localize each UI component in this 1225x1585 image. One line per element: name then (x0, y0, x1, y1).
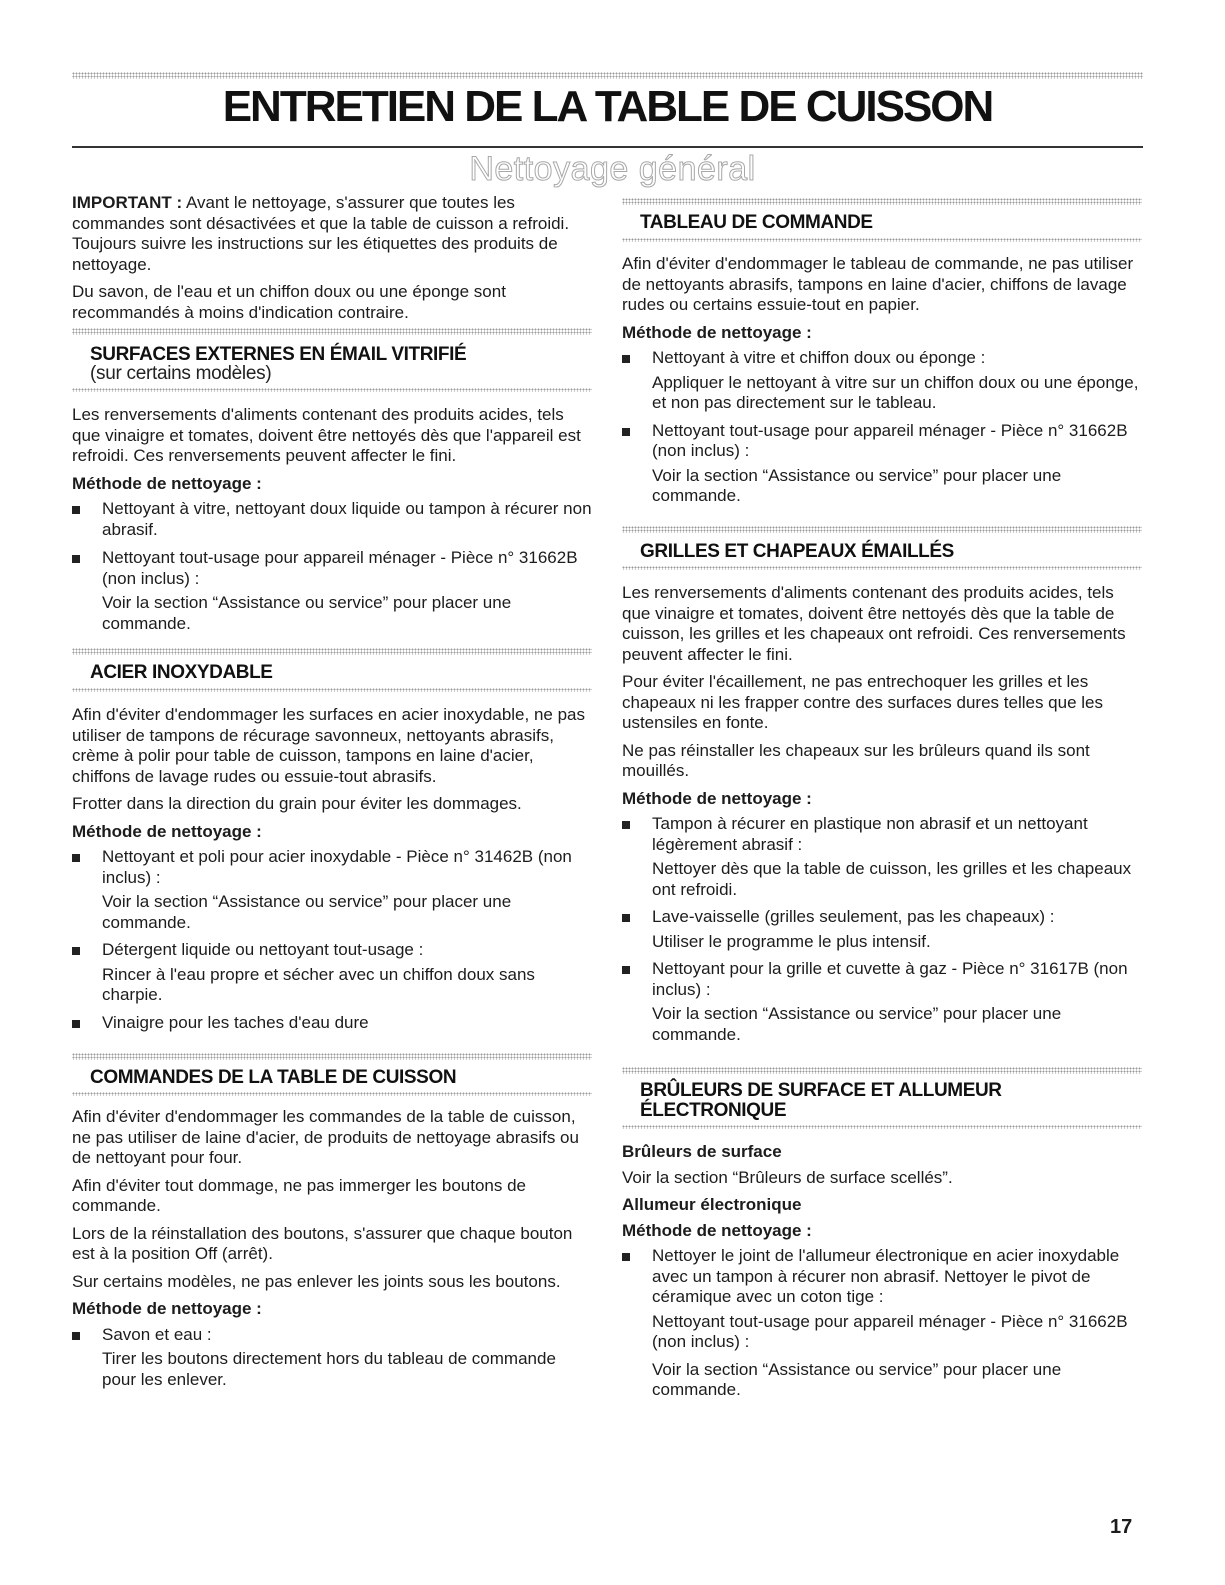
section-rule-bottom (72, 388, 592, 392)
list-item (72, 1325, 592, 1346)
method-heading: Méthode de nettoyage : (622, 1220, 812, 1240)
title-rule (72, 146, 1143, 148)
list-item-text: Nettoyant et poli pour acier inoxydable - Pièce n° 31462B (non inclus) : (102, 847, 572, 887)
bullet-icon (622, 821, 630, 829)
list-item (622, 814, 1142, 855)
list-item (622, 348, 1142, 369)
controls-text-2: Afin d'éviter tout dommage, ne pas immerger les boutons de commande. (72, 1175, 526, 1215)
controls-block (72, 1107, 592, 1397)
bullet-icon (622, 914, 630, 922)
grates-text-1: Les renversements d'aliments contenant des produits acides, tels que vinaigre et tomates, doivent être nettoyés dès que la table de cuisson, les grilles et les chapeaux ont refroidi. Ces renversements peuvent affecter le fini. (622, 583, 1126, 664)
panel-block (622, 254, 1142, 514)
heading-stainless: ACIER INOXYDABLE (90, 662, 273, 683)
panel-text: Afin d'éviter d'endommager le tableau de commande, ne pas utiliser de nettoyants abrasifs, tampons en laine d'acier, chiffons de lavage rudes ou certains essuie-tout en papier. (622, 254, 1134, 314)
list-item-text: Savon et eau : (102, 1324, 212, 1344)
list-item (72, 847, 592, 888)
grates-block (622, 583, 1142, 1052)
subheading-enamel: (sur certains modèles) (90, 363, 272, 384)
top-dotted-rule (72, 72, 1143, 79)
heading-panel: TABLEAU DE COMMANDE (640, 212, 873, 233)
burners-block (622, 1142, 1142, 1408)
bullet-icon (72, 555, 80, 563)
section-rule (72, 1053, 592, 1060)
list-item-text: Nettoyant à vitre, nettoyant doux liquide ou tampon à récurer non abrasif. (102, 499, 592, 539)
section-rule (622, 526, 1142, 533)
section-rule-bottom (72, 1092, 592, 1096)
method-heading: Méthode de nettoyage : (622, 322, 812, 342)
bullet-icon (72, 1332, 80, 1340)
section-rule (622, 198, 1142, 205)
list-item-note: Nettoyer dès que la table de cuisson, les grilles et les chapeaux ont refroidi. (652, 859, 1132, 899)
list-item (622, 907, 1142, 928)
heading-controls: COMMANDES DE LA TABLE DE CUISSON (90, 1067, 457, 1088)
page-title: ENTRETIEN DE LA TABLE DE CUISSON (222, 82, 993, 131)
list-item-text: Nettoyant pour la grille et cuvette à gaz - Pièce n° 31617B (non inclus) : (652, 959, 1128, 999)
list-item-text: Lave-vaisselle (grilles seulement, pas les chapeaux) : (652, 907, 1055, 926)
method-heading: Méthode de nettoyage : (72, 1299, 262, 1318)
section-rule-bottom (622, 566, 1142, 570)
bullet-icon (622, 1253, 630, 1261)
list-item (622, 421, 1142, 462)
igniter-subheading: Allumeur électronique (622, 1195, 802, 1214)
section-rule-bottom (622, 1125, 1142, 1129)
list-item-note: Appliquer le nettoyant à vitre sur un chiffon doux ou une éponge, et non pas directement sur le tableau. (652, 372, 1139, 412)
list-item-note: Voir la section “Assistance ou service” pour placer une commande. (102, 593, 512, 633)
controls-text-1: Afin d'éviter d'endommager les commandes de la table de cuisson, ne pas utiliser de laine d'acier, de produits de nettoyage abrasifs ou de nettoyant pour four. (72, 1107, 579, 1167)
heading-enamel: SURFACES EXTERNES EN ÉMAIL VITRIFIÉ (90, 344, 467, 365)
section-rule (72, 328, 592, 335)
list-item (72, 499, 592, 540)
grates-text-2: Pour éviter l'écaillement, ne pas entrechoquer les grilles et les chapeaux ni les frapper contre des surfaces dures telles que les ustensiles en fonte. (622, 672, 1103, 732)
method-heading: Méthode de nettoyage : (72, 821, 262, 841)
list-item-text: Nettoyant tout-usage pour appareil ménager - Pièce n° 31662B (non inclus) : (102, 548, 578, 588)
important-paragraph (72, 193, 592, 275)
list-item (622, 1246, 1142, 1308)
bullet-icon (622, 428, 630, 436)
intro-block (72, 193, 592, 330)
bullet-icon (622, 355, 630, 363)
section-subtitle: Nettoyage général (469, 150, 756, 188)
list-item (72, 1013, 592, 1034)
controls-text-4: Sur certains modèles, ne pas enlever les joints sous les boutons. (72, 1271, 561, 1291)
enamel-block (72, 405, 592, 641)
stainless-text-1: Afin d'éviter d'endommager les surfaces en acier inoxydable, ne pas utiliser de tampons de récurage savonneux, nettoyants abrasifs, crème à polir pour table de cuisson, tampons en laine d'acier, chiffons de lavage rudes ou essuie-tout abrasifs. (72, 705, 585, 786)
heading-grates: GRILLES ET CHAPEAUX ÉMAILLÉS (640, 541, 954, 562)
method-heading: Méthode de nettoyage : (622, 788, 812, 808)
bullet-icon (72, 1020, 80, 1028)
list-item (622, 959, 1142, 1000)
method-heading: Méthode de nettoyage : (72, 473, 262, 493)
page-number: 17 (1110, 1516, 1133, 1538)
list-item-text: Tampon à récurer en plastique non abrasif et un nettoyant légèrement abrasif : (652, 814, 1088, 854)
list-item-text: Nettoyant tout-usage pour appareil ménager - Pièce n° 31662B (non inclus) : (652, 420, 1128, 460)
heading-burners-line2: ÉLECTRONIQUE (640, 1100, 787, 1121)
list-item-text: Vinaigre pour les taches d'eau dure (102, 1012, 369, 1032)
list-item-text: Nettoyant à vitre et chiffon doux ou éponge : (652, 348, 986, 367)
important-text: Avant le nettoyage, s'assurer que toutes les commandes sont désactivées et que la table de cuisson a refroidi. Toujours suivre les instructions sur les étiquettes des produits de nettoyage. (72, 193, 570, 274)
list-item (72, 940, 592, 961)
bullet-icon (72, 506, 80, 514)
grates-text-3: Ne pas réinstaller les chapeaux sur les brûleurs quand ils sont mouillés. (622, 740, 1090, 780)
list-item-note: Utiliser le programme le plus intensif. (652, 931, 931, 951)
section-rule-bottom (72, 688, 592, 692)
stainless-text-2: Frotter dans la direction du grain pour éviter les dommages. (72, 794, 522, 813)
list-item (72, 548, 592, 589)
controls-text-3: Lors de la réinstallation des boutons, s'assurer que chaque bouton est à la position Off (arrêt). (72, 1223, 573, 1263)
section-rule-bottom (622, 238, 1142, 242)
section-rule (622, 1067, 1142, 1074)
list-item-note: Rincer à l'eau propre et sécher avec un chiffon doux sans charpie. (102, 964, 535, 1004)
burners-subheading-text: Voir la section “Brûleurs de surface scellés”. (622, 1167, 953, 1187)
list-item-note: Voir la section “Assistance ou service” pour placer une commande. (652, 1359, 1062, 1399)
burners-subheading: Brûleurs de surface (622, 1142, 782, 1161)
list-item-note: Voir la section “Assistance ou service” pour placer une commande. (652, 1004, 1062, 1044)
intro-text: Du savon, de l'eau et un chiffon doux ou une éponge sont recommandés à moins d'indication contraire. (72, 282, 506, 322)
enamel-text: Les renversements d'aliments contenant des produits acides, tels que vinaigre et tomates, doivent être nettoyés dès que l'appareil est refroidi. Ces renversements peuvent affecter le fini. (72, 405, 581, 465)
list-item-note: Nettoyant tout-usage pour appareil ménager - Pièce n° 31662B (non inclus) : (652, 1311, 1128, 1351)
bullet-icon (622, 966, 630, 974)
list-item-text: Nettoyer le joint de l'allumeur électronique en acier inoxydable avec un tampon à récurer non abrasif. Nettoyer le pivot de céramique avec un coton tige : (652, 1246, 1120, 1306)
bullet-icon (72, 947, 80, 955)
list-item-note: Voir la section “Assistance ou service” pour placer une commande. (102, 892, 512, 932)
list-item-note: Voir la section “Assistance ou service” pour placer une commande. (652, 465, 1062, 505)
heading-burners-line1: BRÛLEURS DE SURFACE ET ALLUMEUR (640, 1080, 1002, 1101)
important-label: IMPORTANT : (72, 193, 183, 212)
stainless-block (72, 705, 592, 1037)
list-item-note: Tirer les boutons directement hors du tableau de commande pour les enlever. (102, 1349, 556, 1389)
section-rule (72, 648, 592, 655)
list-item-text: Détergent liquide ou nettoyant tout-usage : (102, 940, 424, 959)
bullet-icon (72, 854, 80, 862)
